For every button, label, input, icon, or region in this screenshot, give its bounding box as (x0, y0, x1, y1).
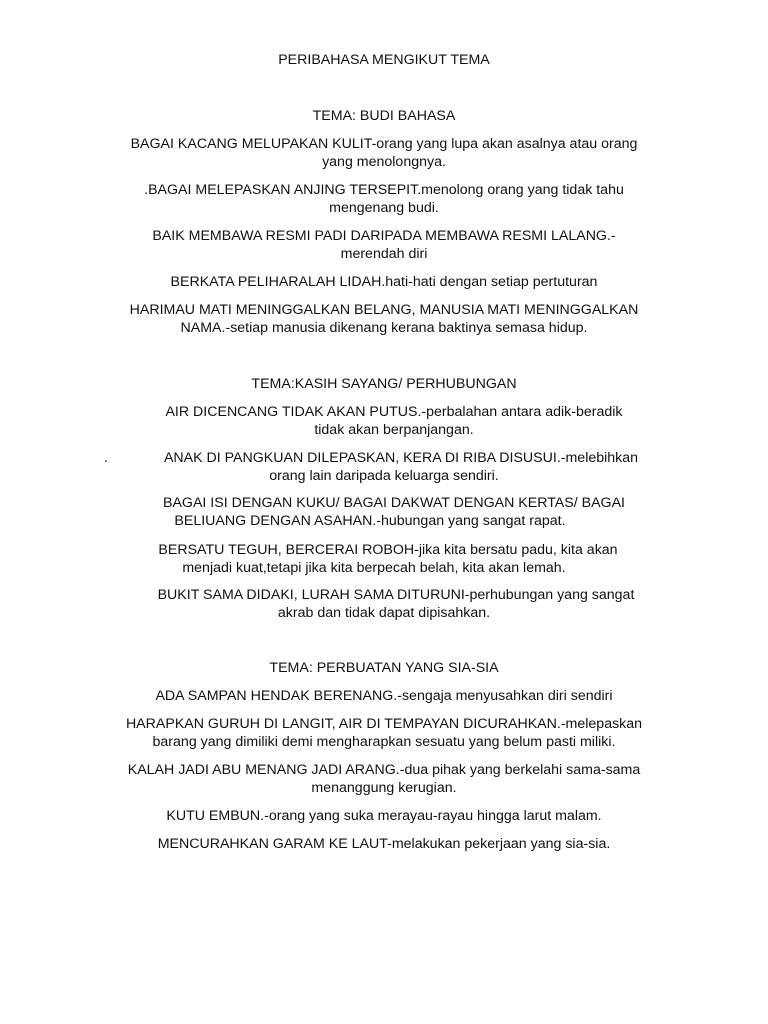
list-bullet: . (104, 450, 108, 466)
proverb-line: tidak akan berpanjangan. (314, 422, 474, 438)
proverb-line: NAMA.-setiap manusia dikenang kerana baktinya semasa hidup. (180, 320, 588, 336)
section-heading-budi-bahasa: TEMA: BUDI BAHASA (312, 108, 456, 124)
section-heading-perbuatan-sia-sia: TEMA: PERBUATAN YANG SIA-SIA (269, 660, 499, 676)
proverb-line: BUKIT SAMA DIDAKI, LURAH SAMA DITURUNI-perhubungan yang sangat (157, 587, 635, 603)
proverb-line: ADA SAMPAN HENDAK BERENANG.-sengaja menyusahkan diri sendiri (155, 688, 613, 704)
proverb-line: KUTU EMBUN.-orang yang suka merayau-rayau hingga larut malam. (166, 808, 602, 824)
proverb-line: barang yang dimiliki demi mengharapkan sesuatu yang belum pasti miliki. (152, 734, 616, 750)
proverb-line: MENCURAHKAN GARAM KE LAUT-melakukan pekerjaan yang sia-sia. (157, 836, 611, 852)
proverb-line: BERSATU TEGUH, BERCERAI ROBOH-jika kita bersatu padu, kita akan (158, 542, 618, 558)
proverb-line: ANAK DI PANGKUAN DILEPASKAN, KERA DI RIBA DISUSUI.-melebihkan (163, 450, 639, 466)
proverb-line: merendah diri (340, 246, 428, 262)
proverb-line: orang lain daripada keluarga sendiri. (269, 468, 499, 484)
proverb-line: menjadi kuat,tetapi jika kita berpecah belah, kita akan lemah. (182, 560, 566, 576)
document-title: PERIBAHASA MENGIKUT TEMA (278, 52, 490, 68)
proverb-line: .BAGAI MELEPASKAN ANJING TERSEPIT.menolong orang yang tidak tahu (144, 182, 624, 198)
proverb-line: HARIMAU MATI MENINGGALKAN BELANG, MANUSIA MATI MENINGGALKAN (129, 302, 639, 318)
proverb-line: AIR DICENCANG TIDAK AKAN PUTUS.-perbalahan antara adik-beradik (165, 404, 623, 420)
proverb-line: HARAPKAN GURUH DI LANGIT, AIR DI TEMPAYAN DICURAHKAN.-melepaskan (125, 716, 643, 732)
proverb-line: mengenang budi. (329, 200, 439, 216)
proverb-line: yang menolongnya. (322, 154, 446, 170)
proverb-line: BERKATA PELIHARALAH LIDAH.hati-hati dengan setiap pertuturan (170, 274, 598, 290)
proverb-line: BAIK MEMBAWA RESMI PADI DARIPADA MEMBAWA RESMI LALANG.- (152, 228, 616, 244)
proverb-line: BAGAI KACANG MELUPAKAN KULIT-orang yang lupa akan asalnya atau orang (130, 136, 638, 152)
proverb-line: akrab dan tidak dapat dipisahkan. (277, 605, 491, 621)
proverb-line: BAGAI ISI DENGAN KUKU/ BAGAI DAKWAT DENGAN KERTAS/ BAGAI (163, 495, 625, 511)
proverb-line: menanggung kerugian. (311, 780, 457, 796)
proverb-line: KALAH JADI ABU MENANG JADI ARANG.-dua pihak yang berkelahi sama-sama (127, 762, 641, 778)
proverb-line: BELIUANG DENGAN ASAHAN.-hubungan yang sangat rapat. (174, 513, 566, 529)
section-heading-kasih-sayang: TEMA:KASIH SAYANG/ PERHUBUNGAN (251, 376, 517, 392)
